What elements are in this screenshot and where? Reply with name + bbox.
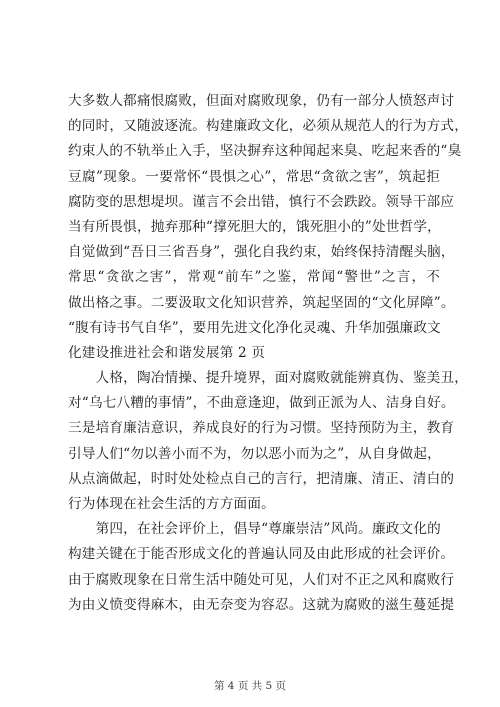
text-line: 常思“贪欲之害”，常观“前车”之鉴，常闻“警世”之言，不 [68,269,440,286]
page-footer: 第 4 页 共 5 页 [213,680,287,692]
text-line: 为由义愤变得麻木，由无奈变为容忍。这就为腐败的滋生蔓延提 [68,596,455,613]
text-line: 豆腐”现象。一要常怀“畏惧之心”，常思“贪欲之害”，筑起拒 [68,168,440,185]
text-line: 大多数人都痛恨腐败，但面对腐败现象，仍有一部分人愤怒声讨 [68,93,455,109]
text-line: 行为体现在社会生活的方方面面。 [68,496,275,512]
text-line: 构建关键在于能否形成文化的普遍认同及由此形成的社会评价。 [68,546,455,563]
text-line: 当有所畏惧，抛弃那种“撑死胆大的，饿死胆小的”处世哲学， [68,218,441,235]
text-line: “腹有诗书气自华”，要用先进文化净化灵魂、升华加强廉政文 [68,319,441,336]
text-line: 约束人的不轨举止入手，坚决摒弃这种闻起来臭、吃起来香的“臭 [68,143,462,160]
text-line: 引导人们“勿以善小而不为，勿以恶小而为之”，从自身做起， [68,445,441,462]
text-line: 自觉做到“吾日三省吾身”，强化自我约束，始终保持清醒头脑， [68,244,455,261]
text-line: 从点滴做起，时时处处检点自己的言行，把清廉、清正、清白的 [68,470,455,487]
text-line: 对“乌七八糟的事情”，不曲意逢迎，做到正派为人、洁身自好。 [68,395,455,412]
text-line: 第四，在社会评价上，倡导“尊廉崇洁”风尚。廉政文化的 [68,521,441,538]
text-line: 做出格之事。二要汲取文化知识营养，筑起坚固的“文化屏障”。 [68,294,455,311]
body-text [68,89,469,618]
text-line: 腐防变的思想堤坝。谨言不会出错，慎行不会跌跤。领导干部应 [68,193,455,210]
text-line: 由于腐败现象在日常生活中随处可见，人们对不正之风和腐败行 [68,571,455,588]
text-line: 化建设推进社会和谐发展第 2 页 [68,344,266,361]
text-line: 人格，陶冶情操、提升境界，面对腐败就能辨真伪、鉴美丑， [68,370,469,387]
text-line: 三是培育廉洁意识，养成良好的行为习惯。坚持预防为主，教育 [68,420,455,437]
text-line: 的同时，又随波逐流。构建廉政文化，必须从规范人的行为方式， [68,118,469,135]
